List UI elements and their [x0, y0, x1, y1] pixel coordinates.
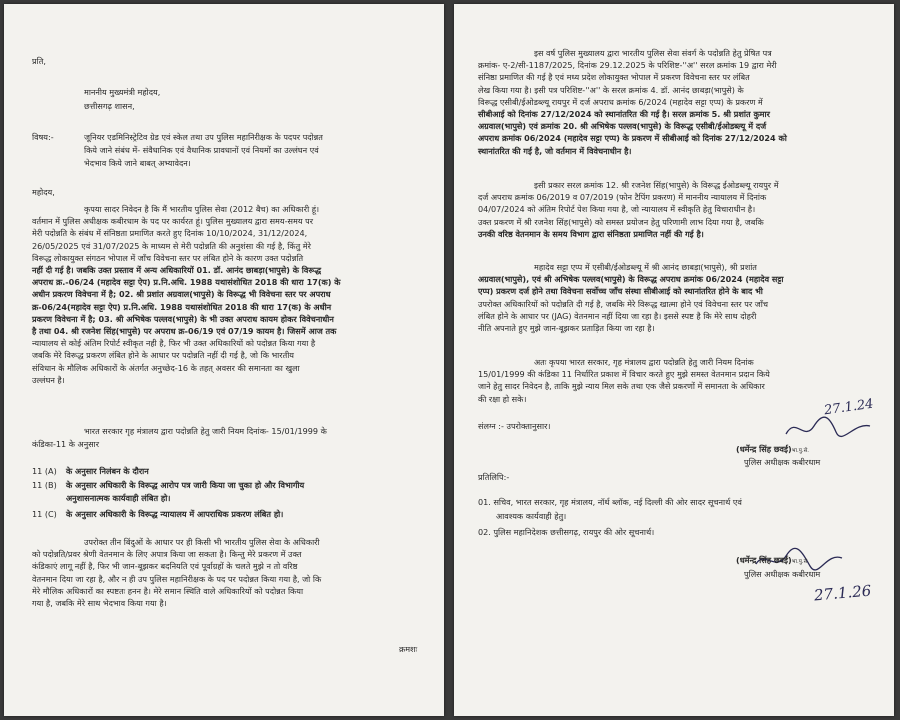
text-line: प्रकरण विवेचना में है; 03. श्री अभिषेक पल्लव(भापुसे) के भी उक्त अपराध कायम होकर विवेचनाधीन [32, 313, 334, 324]
subject-label: विषय:- [32, 132, 54, 142]
text-line: क्रमांक- ए-2/सी-1187/2025, दिनांक 29.12.2025 के परिशिष्ट-''अ'' सरल क्रमांक 19 द्वारा मेरी [478, 60, 777, 71]
letter-page-2 [454, 4, 894, 716]
text-line: क्र-06/24(महादेव सट्टा ऐप) प्र.नि.अधि. 1988 यथासंशोधित 2018 की धारा 17(क) के अधीन [32, 301, 332, 312]
handwritten-date: 27.1.26 [813, 581, 872, 605]
text-line: उपरोक्त तीन बिंदुओं के आधार पर ही किसी भी भारतीय पुलिस सेवा के अधिकारी [84, 537, 320, 547]
clause-text: के अनुसार निलंबन के दौरान [66, 466, 149, 476]
text-line: नहीं दी गई है। जबकि उक्त प्रस्ताव में अन्य अधिकारियों 01. डॉ. आनंद छाबड़ा(भापुसे) के विरूद्ध [32, 265, 322, 275]
clause-key: 11 (C) [32, 509, 57, 519]
text-line: अग्रवाल(भापुसे) एवं क्रमांक 20. श्री अभिषेक पल्लव(भापुसे) के विरूद्ध एसीबी/ईओडब्ल्यू में दर्ज [478, 121, 767, 132]
text-line: अधीन प्रकरण विवेचना में है; 02. श्री प्रशांत अग्रवाल(भापुसे) के विरूद्ध भी विवेचना स्तर पर अपराध [32, 289, 331, 300]
signature-scribble [784, 412, 874, 442]
text-line: विरूद्ध लोकायुक्त संगठन भोपाल में जाँच विवेचना स्तर पर लंबित होने के कारण उक्त पदोन्नति [32, 252, 304, 263]
text-line: वर्तमान में पुलिस अधीक्षक कबीरधाम के पद पर कार्यरत हूं। पुलिस मुख्यालय द्वारा समय-समय पर [32, 216, 314, 227]
text-line: गया है, जबकि मेरे साथ भेदभाव किया गया है। [32, 598, 167, 608]
text-line: महादेव सट्टा एप्प में एसीबी/ईओडब्ल्यू में श्री आनंद छाबड़ा(भापुसे), श्री प्रशांत [534, 262, 757, 272]
copy-item: 01. सचिव, भारत सरकार, गृह मंत्रालय, नॉर्थ ब्लॉक, नई दिल्ली की ओर सादर सूचनार्थ एवं [478, 497, 742, 507]
handwritten-date: 27.1.24 [823, 396, 875, 419]
text-line: 26/05/2025 एवं 31/07/2025 के माध्यम से मेरी पदोन्नति की अनुशंसा की गई है, किंतु मेरे [32, 240, 311, 251]
text-line: उक्त प्रकरण में श्री रजनेश सिंह(भापुसे) को समस्त प्रयोजन हेतु परिणामी लाभ दिया गया है, जबकि [478, 216, 764, 227]
text-line: उनकी वरिष्ठ वेतनमान के समय विभाग द्वारा संनिष्ठता प्रमाणित नहीं की गई है। [478, 228, 704, 239]
text-line: जबकि मेरे विरूद्ध प्रकरण लंबित होने के आधार पर पदोन्नति नहीं दी गई है, जो कि भारतीय [32, 350, 294, 361]
text-line: दर्ज अपराध क्रमांक 06/2019 व 07/2019 (फोन टैपिंग प्रकरण) में माननीय न्यायालय में दिनांक [478, 192, 767, 203]
text-line: नीति अपनाते हुए मुझे जान-बूझकर प्रताड़ित किया जा रहा है। [478, 323, 655, 333]
text-line: अतः कृपया भारत सरकार, गृह मंत्रालय द्वारा पदोन्नति हेतु जारी नियम दिनांक [534, 357, 754, 367]
text-line: की रक्षा हो सके। [478, 393, 527, 404]
text-line: उपरोक्त अधिकारियों को पदोन्नति दी गई है, जबकि मेरे विरूद्ध खात्मा होने एवं विवेचना स्तर पर जाँच [478, 298, 769, 309]
rule-line: भारत सरकार गृह मंत्रालय द्वारा पदोन्नति हेतु जारी नियम दिनांक- 15/01/1999 के [84, 426, 327, 436]
continued-label: क्रमशः [399, 644, 418, 654]
text-line: जाने हेतु सादर निवेदन है, ताकि मुझे न्याय मिल सके तथा एक जैसे प्रकरणों में समानता के अधिकार [478, 381, 765, 392]
subject-line: जूनियर एडमिनिस्ट्रेटिव ग्रेड एवं स्केल तथा उप पुलिस महानिरीक्षक के पदपर पदोन्नत [84, 132, 323, 142]
text-line: एप्प) प्रकरण दर्ज होने तथा विवेचना सर्वोच्च जाँच संस्था सीबीआई को स्थानांतरित होने के बाद भी [478, 286, 763, 297]
text-line: कंडिकाएं लागू नहीं है, फिर भी जान-बूझकर बदनियति एवं पूर्वाग्रहों के चलते मुझे न तो वरिष्ठ [32, 561, 298, 572]
prati-label: प्रति, [32, 56, 46, 66]
signatory-name: (धर्मेन्द्र सिंह छवई)भा.पु.से. [736, 444, 810, 454]
enclosure: संलग्न :- उपरोक्तानुसार। [478, 421, 551, 431]
copy-item: 02. पुलिस महानिदेशक छत्तीसगढ़, रायपुर की ओर सूचनार्थ। [478, 527, 655, 537]
subject-line: किये जाने संबंध में- संवैधानिक एवं वैधानिक प्रावधानों एवं नियमों का उल्लंघन एवं [84, 145, 319, 155]
copy-label: प्रतिलिपि:- [478, 472, 510, 482]
text-line: संनिष्ठा प्रमाणित की गई है एवं मध्य प्रदेश लोकायुक्त भोपाल में प्रकरण विवेचना स्तर पर लंबित [478, 72, 750, 83]
clause-row [32, 493, 170, 503]
text-line: सीबीआई को दिनांक 27/12/2024 को स्थानांतरित की गई है। सरल क्रमांक 5. श्री प्रशांत कुमार [478, 109, 770, 119]
text-line: संविधान के मौलिक अधिकारों के अंतर्गत अनुच्छेद-16 के तहत् अवसर की समानता का खुला [32, 362, 300, 373]
text-line: को पदोन्नति/प्रवर श्रेणी वेतनमान के लिए अपात्र किया जा सकता है। किन्तु मेरे प्रकरण में उक्त [32, 549, 302, 560]
salutation: महोदय, [32, 187, 55, 197]
text-line: 04/07/2024 को अंतिम रिपोर्ट पेश किया गया है, जो न्यायालय में स्वीकृति हेतु विचाराधीन है। [478, 204, 756, 215]
text-line: न्यायालय से कोई अंतिम रिपोर्ट स्वीकृत नही है, फिर भी उक्त अधिकारियों को पदोन्नत किया गया है [32, 338, 316, 349]
text-line: 15/01/1999 की कंडिका 11 निर्धारित प्रकाश में विचार करते हुए मुझे समस्त वेतनमान प्रदान किये [478, 369, 770, 380]
signatory-title: पुलिस अधीक्षक कबीरधाम [744, 569, 821, 579]
text-line: उल्लंघन है। [32, 374, 65, 385]
clause-key: 11 (A) [32, 466, 57, 476]
clause-text: अनुशासनात्मक कार्यवाही लंबित हो। [66, 493, 171, 503]
text-line: इस वर्ष पुलिस मुख्यालय द्वारा भारतीय पुलिस सेवा संवर्ग के पदोन्नति हेतु प्रेषित पत्र [534, 48, 772, 58]
clause-row [32, 509, 283, 519]
text-line: विरूद्ध एसीबी/ईओडब्ल्यू रायपुर में दर्ज अपराध क्रमांक 6/2024 (महादेव सट्टा एप्प) के प्रकरण में [478, 96, 763, 107]
text-line: लेख किया गया है। इसी पत्र परिशिष्ट-''अ'' के सरल क्रमांक 4. डॉ. आनंद छाबड़ा(भापुसे) के [478, 84, 744, 95]
text-line: है तथा 04. श्री रजनेश सिंह(भापुसे) पर अपराध क्र-06/19 एवं 07/19 कायम है। जिसमें आज तक [32, 326, 337, 336]
text-line: अपराध क्र.-06/24 (महादेव सट्टा ऐप) प्र.नि.अधि. 1988 यथासंशोधित 2018 की धारा 17(क) के [32, 277, 341, 288]
text-line: मेरी पदोन्नति के संबंध में संनिष्ठता प्रमाणित करते हुए दिनांक 10/10/2024, 31/12/2024, [32, 228, 308, 239]
letter-page-1 [4, 4, 444, 716]
addressee-line: छत्तीसगढ़ शासन, [84, 101, 135, 111]
text-line: लंबित होने के आधार पर (JAG) वेतनमान नहीं दिया जा रहा है। इससे स्पष्ट है कि मेरे साथ दोहरी [478, 310, 757, 321]
signatory-title: पुलिस अधीक्षक कबीरधाम [744, 457, 821, 467]
text-line: वेतनमान दिया जा रहा है, और न ही उप पुलिस महानिरीक्षक के पद पर पदोन्नत किया गया है, जो कि [32, 573, 322, 584]
rule-line: कंडिका-11 के अनुसार [32, 439, 100, 449]
signatory-name: (धर्मेन्द्र सिंह छवई)भा.पु.से. [736, 555, 810, 565]
text-line: इसी प्रकार सरल क्रमांक 12. श्री रजनेश सिंह(भापुसे) के विरूद्ध ईओडब्ल्यू रायपुर में [534, 180, 779, 190]
addressee-line: माननीय मुख्यमंत्री महोदय, [84, 87, 161, 97]
clause-row [32, 466, 149, 476]
text-line: अपराध क्रमांक 06/2024 (महादेव सट्टा एप्प) के प्रकरण में सीबीआई को दिनांक 27/12/2024 को [478, 133, 787, 144]
clause-key: 11 (B) [32, 480, 57, 490]
clause-text: के अनुसार अधिकारी के विरूद्ध न्यायालय में आपराधिक प्रकरण लंबित हो। [66, 509, 284, 519]
text-line: अग्रवाल(भापुसे), एवं श्री अभिषेक पल्लव(भापुसे) के विरूद्ध अपराध क्रमांक 06/2024 (महादेव सट्टा [478, 274, 784, 285]
text-line: मेरे मौलिक अधिकारों का स्पष्टतः हनन है। मेरे समान स्थिति वाले अधिकारियों को पदोन्नत किया [32, 585, 304, 596]
text-line: कृपया सादर निवेदन है कि मैं भारतीय पुलिस सेवा (2012 बैच) का अधिकारी हूं। [84, 204, 320, 214]
text-line: स्थानांतरित की गई है, जो वर्तमान में विवेचनाधीन है। [478, 145, 632, 156]
subject-line: भेदभाव किये जाने बाबत् अभ्यावेदन। [84, 158, 191, 168]
clause-row [32, 480, 304, 490]
clause-text: के अनुसार अधिकारी के विरूद्ध आरोप पत्र जारी किया जा चुका हो और विभागीय [66, 480, 305, 490]
copy-item: आवश्यक कार्यवाही हेतु। [496, 511, 567, 521]
